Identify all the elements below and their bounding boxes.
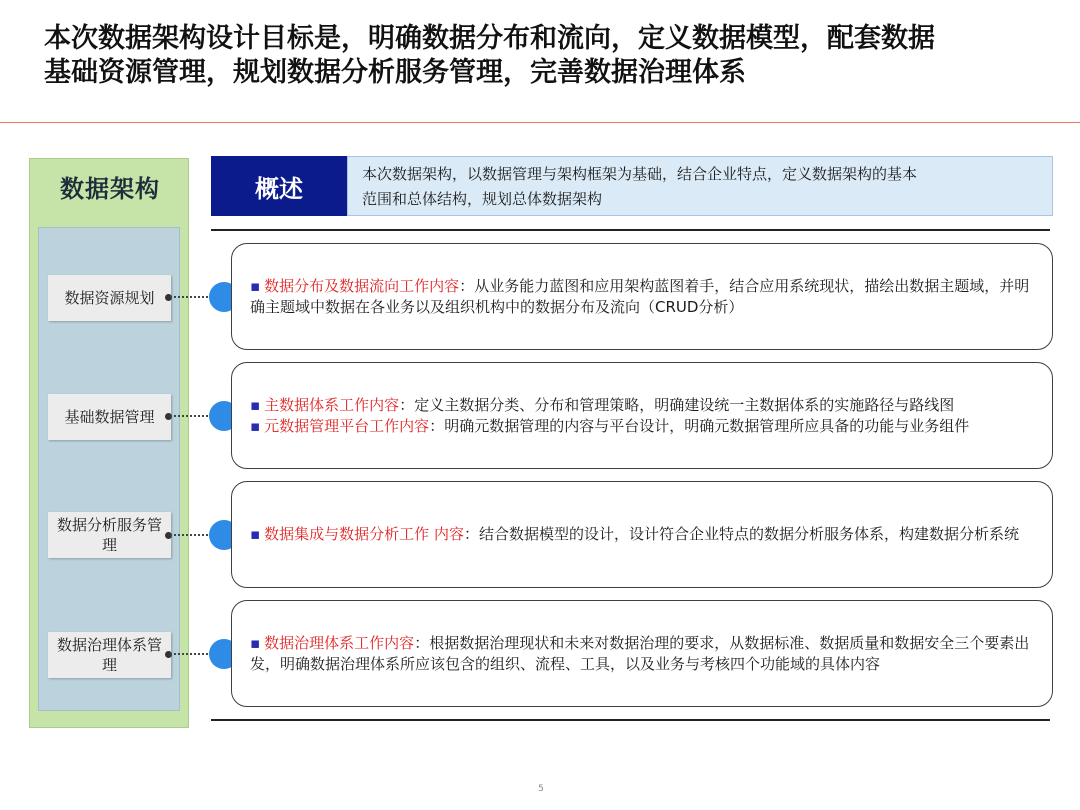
content-body: ：明确元数据管理的内容与平台设计，明确元数据管理所应具备的功能与业务组件	[429, 416, 970, 435]
overview-text	[347, 156, 1053, 216]
bullet-icon: ▪	[250, 276, 261, 295]
bullet-icon: ▪	[250, 633, 261, 652]
left-panel-title: 数据架构	[60, 175, 160, 203]
overview-line-1: 本次数据架构，以数据管理与架构框架为基础，结合企业特点，定义数据架构的基本	[362, 165, 918, 183]
left-item-data-analysis-service	[48, 512, 171, 558]
content-paragraph	[250, 395, 1038, 416]
content-heading: 数据治理体系工作内容	[264, 633, 415, 652]
left-item-base-data-management	[48, 394, 171, 440]
content-body: ：结合数据模型的设计，设计符合企业特点的数据分析服务体系，构建数据分析系统	[463, 525, 1019, 543]
content-heading: 数据分布及数据流向工作内容	[264, 276, 460, 295]
top-rule	[211, 229, 1050, 231]
content-heading: 数据集成与数据分析工作 内容	[264, 525, 464, 543]
content-box-data-resource-planning	[231, 243, 1053, 350]
content-paragraph	[250, 276, 1038, 318]
content-body: ：定义主数据分类、分布和管理策略，明确建设统一主数据体系的实施路径与路线图	[399, 395, 955, 414]
content-body: ：根据数据治理现状和未来对数据治理的要求，从数据标准、数据质量和数据安全三个要素出发，明确数据治理体系所应该包含的组织、流程、工具，以及业务与考核四个功能域的具体内容	[250, 633, 1030, 673]
left-item-label: 数据治理体系管理	[56, 636, 162, 674]
content-body: ：从业务能力蓝图和应用架构蓝图着手，结合应用系统现状，描绘出数据主题域，并明确主题域中数据在各业务以及组织机构中的数据分布及流向（CRUD分析）	[250, 276, 1030, 316]
content-box-data-analysis-service	[231, 481, 1053, 588]
left-item-label: 数据资源规划	[64, 289, 155, 307]
left-item-label: 基础数据管理	[64, 408, 155, 426]
title-line-2: 基础资源管理，规划数据分析服务管理，完善数据治理体系	[44, 57, 746, 88]
title-line-1: 本次数据架构设计目标是，明确数据分布和流向，定义数据模型，配套数据	[44, 23, 935, 54]
content-paragraph	[250, 416, 1038, 437]
bullet-icon: ▪	[250, 416, 261, 435]
content-box-data-governance	[231, 600, 1053, 707]
overview-label: 概述	[211, 156, 347, 216]
left-item-data-resource-planning	[48, 275, 171, 321]
content-heading: 主数据体系工作内容	[264, 395, 400, 414]
bottom-rule	[211, 719, 1050, 721]
overview-line-2: 范围和总体结构，规划总体数据架构	[362, 190, 603, 208]
page-number: 5	[538, 784, 544, 794]
bullet-icon: ▪	[250, 525, 261, 543]
content-paragraph	[250, 633, 1038, 675]
content-box-base-data-management	[231, 362, 1053, 469]
content-heading: 元数据管理平台工作内容	[264, 416, 430, 435]
left-item-label: 数据分析服务管理	[56, 516, 162, 554]
left-item-data-governance	[48, 632, 171, 678]
title-divider	[0, 122, 1080, 123]
slide-title	[44, 22, 1054, 90]
bullet-icon: ▪	[250, 395, 261, 414]
content-paragraph	[250, 524, 1038, 545]
